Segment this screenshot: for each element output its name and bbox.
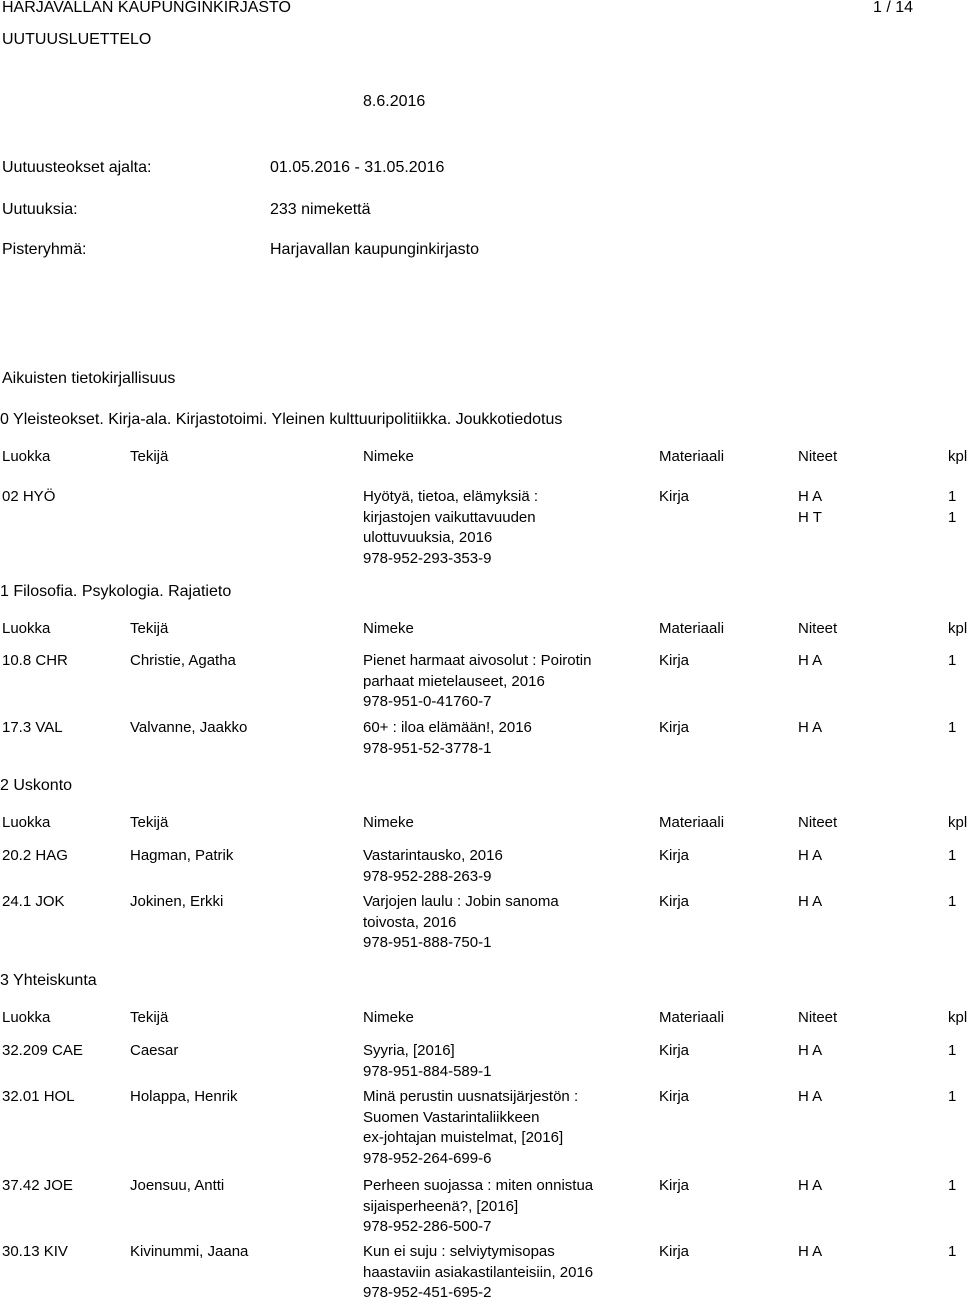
row-nimeke-line: 978-952-451-695-2 bbox=[363, 1284, 492, 1301]
row-nimeke-line: ulottuvuuksia, 2016 bbox=[363, 529, 493, 546]
section-title: Aikuisten tietokirjallisuus bbox=[2, 370, 176, 387]
column-header-materiaali: Materiaali bbox=[659, 814, 725, 831]
column-header-nimeke: Nimeke bbox=[363, 1009, 414, 1026]
row-kpl: 1 bbox=[948, 1088, 957, 1105]
row-materiaali: Kirja bbox=[659, 893, 690, 910]
column-header-materiaali: Materiaali bbox=[659, 448, 725, 465]
category-title: 3 Yhteiskunta bbox=[0, 972, 97, 989]
row-nimeke-line: haastaviin asiakastilanteisiin, 2016 bbox=[363, 1263, 594, 1281]
row-nimeke-line: sijaisperheenä?, [2016] bbox=[363, 1197, 519, 1215]
row-kpl: 1 bbox=[948, 1177, 957, 1194]
row-luokka: 10.8 CHR bbox=[2, 652, 68, 669]
column-header-luokka: Luokka bbox=[2, 448, 51, 465]
row-kpl: 1 bbox=[948, 847, 957, 864]
row-tekija: Hagman, Patrik bbox=[130, 847, 234, 864]
row-materiaali: Kirja bbox=[659, 1177, 690, 1194]
row-tekija: Valvanne, Jaakko bbox=[130, 719, 248, 736]
row-niteet: H A bbox=[798, 893, 823, 910]
row-nimeke-line: Varjojen laulu : Jobin sanoma bbox=[363, 893, 559, 910]
column-header-nimeke: Nimeke bbox=[363, 814, 414, 831]
column-header-nimeke: Nimeke bbox=[363, 448, 414, 465]
report-date: 8.6.2016 bbox=[363, 93, 426, 110]
column-header-niteet: Niteet bbox=[798, 814, 838, 831]
row-nimeke-line: 978-951-0-41760-7 bbox=[363, 693, 492, 710]
row-tekija: Jokinen, Erkki bbox=[130, 893, 224, 910]
row-materiaali: Kirja bbox=[659, 719, 690, 736]
row-materiaali: Kirja bbox=[659, 1042, 690, 1059]
count-label: Uutuuksia: bbox=[2, 201, 78, 218]
row-luokka: 24.1 JOK bbox=[2, 893, 65, 910]
row-niteet: H A bbox=[798, 652, 823, 669]
row-luokka: 30.13 KIV bbox=[2, 1243, 68, 1260]
count-value: 233 nimekettä bbox=[270, 201, 371, 218]
row-kpl: 1 bbox=[948, 488, 957, 505]
row-luokka: 32.209 CAE bbox=[2, 1042, 83, 1059]
column-header-tekija: Tekijä bbox=[130, 814, 169, 831]
category-title: 2 Uskonto bbox=[0, 777, 73, 794]
row-nimeke-line: 978-951-884-589-1 bbox=[363, 1062, 492, 1080]
row-niteet: H A bbox=[798, 1243, 823, 1260]
row-nimeke-line: Kun ei suju : selviytymisopas bbox=[363, 1243, 555, 1260]
row-nimeke-line: Minä perustin uusnatsijärjestön : bbox=[363, 1088, 579, 1105]
row-materiaali: Kirja bbox=[659, 488, 690, 505]
row-nimeke-line: Vastarintausko, 2016 bbox=[363, 847, 503, 864]
period-label: Uutuusteokset ajalta: bbox=[2, 159, 152, 176]
row-niteet: H A bbox=[798, 1177, 823, 1194]
row-kpl: 1 bbox=[948, 719, 957, 736]
row-niteet: H A bbox=[798, 847, 823, 864]
column-header-tekija: Tekijä bbox=[130, 448, 169, 465]
page-indicator: 1 / 14 bbox=[873, 0, 914, 16]
column-header-niteet: Niteet bbox=[798, 1009, 838, 1026]
row-nimeke-line: toivosta, 2016 bbox=[363, 913, 457, 931]
row-kpl: 1 bbox=[948, 893, 957, 910]
group-value: Harjavallan kaupunginkirjasto bbox=[270, 241, 480, 258]
row-nimeke-line: Syyria, [2016] bbox=[363, 1042, 455, 1059]
row-tekija: Joensuu, Antti bbox=[130, 1177, 225, 1194]
column-header-nimeke: Nimeke bbox=[363, 620, 414, 637]
row-luokka: 20.2 HAG bbox=[2, 847, 68, 864]
column-header-luokka: Luokka bbox=[2, 814, 51, 831]
column-header-luokka: Luokka bbox=[2, 1009, 51, 1026]
row-materiaali: Kirja bbox=[659, 652, 690, 669]
row-niteet: H T bbox=[798, 508, 822, 526]
row-niteet: H A bbox=[798, 488, 823, 505]
category-title: 1 Filosofia. Psykologia. Rajatieto bbox=[0, 583, 232, 600]
row-niteet: H A bbox=[798, 1088, 823, 1105]
group-label: Pisteryhmä: bbox=[2, 241, 87, 258]
column-header-tekija: Tekijä bbox=[130, 620, 169, 637]
row-nimeke-line: ex-johtajan muistelmat, [2016] bbox=[363, 1129, 564, 1146]
column-header-kpl: kpl bbox=[948, 1009, 967, 1026]
list-title: UUTUUSLUETTELO bbox=[2, 31, 152, 48]
row-tekija: Caesar bbox=[130, 1042, 179, 1059]
row-nimeke-line: 978-952-288-263-9 bbox=[363, 867, 492, 885]
row-nimeke-line: Hyötyä, tietoa, elämyksiä : bbox=[363, 488, 539, 505]
row-nimeke-line: 978-951-52-3778-1 bbox=[363, 739, 492, 757]
row-niteet: H A bbox=[798, 719, 823, 736]
column-header-kpl: kpl bbox=[948, 814, 967, 831]
row-luokka: 17.3 VAL bbox=[2, 719, 63, 736]
row-kpl: 1 bbox=[948, 1243, 957, 1260]
row-tekija: Holappa, Henrik bbox=[130, 1088, 238, 1105]
row-nimeke-line: 978-952-286-500-7 bbox=[363, 1218, 492, 1235]
library-name: HARJAVALLAN KAUPUNGINKIRJASTO bbox=[2, 0, 291, 16]
row-nimeke-line: parhaat mietelauseet, 2016 bbox=[363, 672, 545, 690]
category-title: 0 Yleisteokset. Kirja-ala. Kirjastotoimi. Yleinen kulttuuripolitiikka. Joukkotiedotus bbox=[0, 411, 563, 428]
row-kpl: 1 bbox=[948, 652, 957, 669]
row-nimeke-line: Perheen suojassa : miten onnistua bbox=[363, 1177, 594, 1194]
row-kpl: 1 bbox=[948, 508, 957, 526]
row-luokka: 32.01 HOL bbox=[2, 1088, 75, 1105]
row-luokka: 37.42 JOE bbox=[2, 1177, 73, 1194]
row-nimeke-line: 978-951-888-750-1 bbox=[363, 934, 492, 951]
row-tekija: Kivinummi, Jaana bbox=[130, 1243, 249, 1260]
row-luokka: 02 HYÖ bbox=[2, 488, 56, 505]
row-materiaali: Kirja bbox=[659, 847, 690, 864]
row-nimeke-line: Pienet harmaat aivosolut : Poirotin bbox=[363, 652, 592, 669]
column-header-kpl: kpl bbox=[948, 620, 967, 637]
row-tekija: Christie, Agatha bbox=[130, 652, 236, 669]
row-materiaali: Kirja bbox=[659, 1088, 690, 1105]
period-value: 01.05.2016 - 31.05.2016 bbox=[270, 159, 445, 176]
column-header-tekija: Tekijä bbox=[130, 1009, 169, 1026]
row-materiaali: Kirja bbox=[659, 1243, 690, 1260]
row-nimeke-line: 978-952-293-353-9 bbox=[363, 549, 492, 567]
column-header-niteet: Niteet bbox=[798, 448, 838, 465]
row-nimeke-line: 978-952-264-699-6 bbox=[363, 1149, 492, 1167]
column-header-materiaali: Materiaali bbox=[659, 620, 725, 637]
column-header-materiaali: Materiaali bbox=[659, 1009, 725, 1026]
row-nimeke-line: 60+ : iloa elämään!, 2016 bbox=[363, 719, 532, 736]
row-kpl: 1 bbox=[948, 1042, 957, 1059]
column-header-luokka: Luokka bbox=[2, 620, 51, 637]
row-niteet: H A bbox=[798, 1042, 823, 1059]
column-header-kpl: kpl bbox=[948, 448, 967, 465]
column-header-niteet: Niteet bbox=[798, 620, 838, 637]
row-nimeke-line: Suomen Vastarintaliikkeen bbox=[363, 1108, 540, 1126]
row-nimeke-line: kirjastojen vaikuttavuuden bbox=[363, 508, 536, 526]
